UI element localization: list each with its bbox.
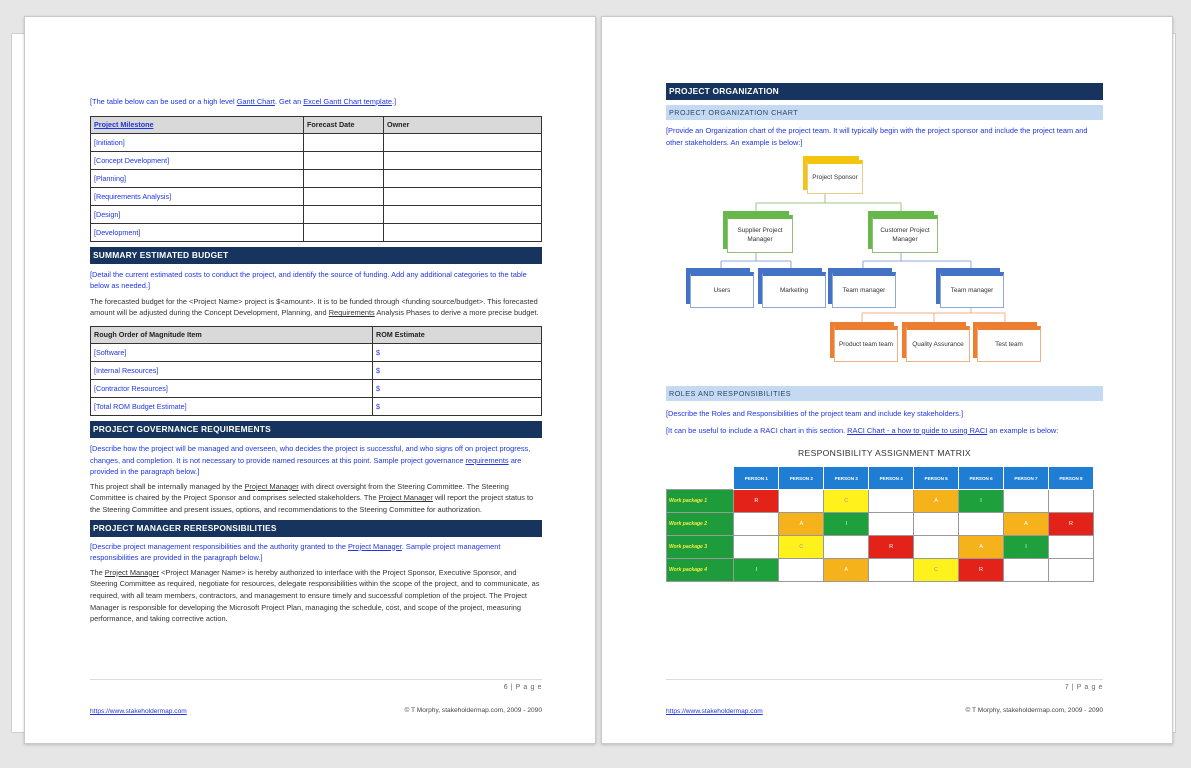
matrix-cell [779,490,824,513]
raci-chart-guide-link[interactable]: RACI Chart - a how to guide to using RACI [847,425,988,435]
org-node-quality-assurance: Quality Assurance [906,326,970,362]
matrix-header-row [667,467,1094,490]
matrix-cell [869,490,914,513]
table-header: Forecast Date [304,116,384,133]
table-row [91,169,542,187]
org-node-team-manager-2: Team manager [940,272,1004,308]
table-row [91,397,542,415]
pm-paragraph-text: The [90,567,105,577]
table-row [91,133,542,151]
matrix-person-header: PERSON 1 [734,467,779,490]
table-cell [384,169,542,187]
gantt-intro-text: .] [391,97,397,106]
excel-gantt-template-link[interactable]: Excel Gantt Chart template [303,97,392,106]
table-header-row [91,116,542,133]
matrix-cell: A [824,559,869,582]
table-cell: $ [373,361,542,379]
governance-instruction-text: [Describe how the project will be managed and overseen, who decides the project is successful, and who signs off on project progress, changes, and completion. It is not necessary to provide named resources at this point. Sample project governance [90,443,531,465]
footer-url-link[interactable]: https://www.stakeholdermap.com [90,708,187,715]
raci-intro-text: [It can be useful to include a RACI chart in this section. [666,425,848,435]
matrix-cell: C [914,559,959,582]
budget-paragraph-text: The forecasted budget for the <Project Name> project is $<amount>. It is to be funded through <funding source/budget>. This forecasted amount will be adjusted during the Concept Development, Planning, and [90,296,538,318]
org-node-test-team: Test team [977,326,1041,362]
matrix-cell [914,513,959,536]
org-chart [666,156,1103,376]
table-cell [384,205,542,223]
org-node-project-sponsor: Project Sponsor [807,160,863,194]
matrix-cell: A [914,490,959,513]
matrix-cell [734,513,779,536]
table-cell: [Requirements Analysis] [91,187,304,205]
pm-paragraph-text: <Project Manager Name> is hereby authorized to interface with the Project Sponsor, Executive Sponsor, and Steering Committee as required, negotiate for resources, delegate responsibilities within the scope of the project, and to communicate, as required, with all team members, contractors, and management to ensure timely and successful completion of the project. The Project Manager is responsible for developing the Microsoft Project Plan, managing the schedule, cost, and scope of the project, measuring performance, and taking corrective action. [90,567,540,624]
requirements-link[interactable]: requirements [465,455,509,465]
matrix-cell [869,559,914,582]
table-cell: [Contractor Resources] [91,379,373,397]
table-cell [304,187,384,205]
table-row [91,187,542,205]
matrix-person-header: PERSON 4 [869,467,914,490]
budget-instruction: [Detail the current estimated costs to conduct the project, and identify the source of funding. Add any additional categories to the table below as needed.] [90,269,527,291]
org-node-product-team: Product team team [834,326,898,362]
matrix-cell: I [959,490,1004,513]
matrix-person-header: PERSON 7 [1004,467,1049,490]
table-cell: [Initiation] [91,133,304,151]
table-cell: $ [373,379,542,397]
matrix-cell [779,559,824,582]
matrix-cell: R [734,490,779,513]
footer-copyright: © T Morphy, stakeholdermap.com, 2009 - 2090 [965,707,1103,714]
matrix-cell [734,536,779,559]
matrix-person-header: PERSON 8 [1048,467,1093,490]
table-row [91,379,542,397]
budget-paragraph-text: Analysis Phases to derive a more precise budget. [374,308,539,318]
org-node-supplier-pm: Supplier Project Manager [727,215,793,253]
project-manager-link[interactable]: Project Manager [104,567,160,577]
document-page-7 [601,16,1173,744]
work-package-label: Work package 1 [667,490,734,513]
matrix-cell [1048,536,1093,559]
matrix-cell: R [869,536,914,559]
table-header: ROM Estimate [373,326,542,343]
table-cell [384,187,542,205]
raci-intro [666,425,1103,437]
page-footer [666,679,1103,715]
matrix-title: RESPONSIBILITY ASSIGNMENT MATRIX [798,448,971,459]
section-heading-budget: SUMMARY ESTIMATED BUDGET [90,247,542,264]
matrix-cell [1004,559,1049,582]
table-cell: [Design] [91,205,304,223]
org-node-customer-pm: Customer Project Manager [872,215,938,253]
table-row [91,223,542,241]
section-heading-pm: PROJECT MANAGER RERESPONSIBILITIES [90,520,542,537]
matrix-cell: R [959,559,1004,582]
page-number: 7 | P a g e [1064,684,1103,691]
table-cell [384,133,542,151]
table-header-row [91,326,542,343]
pm-instruction-text: . Sample project management responsibilities are provided in the paragraph below.] [90,541,501,563]
gantt-intro-text: [The table below can be used or a high level [90,97,237,106]
table-cell [304,133,384,151]
project-manager-link[interactable]: Project Manager [348,541,402,551]
budget-paragraph [90,296,542,319]
matrix-person-header: PERSON 6 [959,467,1004,490]
matrix-cell [1004,490,1049,513]
matrix-cell [914,536,959,559]
work-package-label: Work package 2 [667,513,734,536]
pm-instruction-text: [Describe project management responsibilities and the authority granted to the [90,541,348,551]
section-heading-governance: PROJECT GOVERNANCE REQUIREMENTS [90,421,542,438]
matrix-row [667,490,1094,513]
matrix-cell [959,513,1004,536]
page-footer [90,679,542,715]
matrix-row [667,513,1094,536]
governance-paragraph-text: will report the project status to the Steering Committee and present issues, options, and recommendations to the Steering Committee for authorization. [90,493,534,514]
budget-table [90,326,542,416]
project-milestone-link[interactable]: Project Milestone [94,120,154,130]
gantt-intro-text: . Get an [274,97,304,106]
table-cell: [Planning] [91,169,304,187]
org-node-team-manager-1: Team manager [832,272,896,308]
subheading-org-chart: PROJECT ORGANIZATION CHART [666,105,1103,120]
table-row [91,205,542,223]
gantt-intro [90,96,542,108]
matrix-person-header: PERSON 3 [824,467,869,490]
matrix-cell: A [959,536,1004,559]
table-cell: $ [373,397,542,415]
footer-url-link[interactable]: https://www.stakeholdermap.com [666,708,763,715]
governance-instruction-text: are provided in the paragraph below.] [90,455,522,477]
pm-instruction [90,541,542,564]
table-row [91,343,542,361]
matrix-cell: A [779,513,824,536]
matrix-cell: I [734,559,779,582]
gantt-chart-link[interactable]: Gantt Chart [236,97,275,106]
table-header [91,116,304,133]
table-cell: [Internal Resources] [91,361,373,379]
matrix-row [667,559,1094,582]
org-node-users: Users [690,272,754,308]
work-package-label: Work package 3 [667,536,734,559]
milestone-table [90,116,542,242]
table-cell: [Software] [91,343,373,361]
section-heading-organization: PROJECT ORGANIZATION [666,83,1103,100]
matrix-cell: C [779,536,824,559]
page-number: 6 | P a g e [503,684,542,691]
org-node-marketing: Marketing [762,272,826,308]
org-instruction: [Provide an Organization chart of the project team. It will typically begin with the project sponsor and include the project team and other stakeholders. An example is below:] [666,126,1088,147]
document-page-6 [24,16,596,744]
footer-copyright: © T Morphy, stakeholdermap.com, 2009 - 2090 [404,707,542,714]
governance-paragraph-text: This project shall be internally managed by the [90,481,245,491]
governance-paragraph [90,481,542,516]
table-header: Rough Order of Magnitude Item [91,326,373,343]
table-cell [304,223,384,241]
subheading-roles: ROLES AND RESPONSIBILITIES [666,386,1103,401]
table-row [91,361,542,379]
matrix-corner [667,467,734,490]
matrix-cell: I [824,513,869,536]
roles-instruction: [Describe the Roles and Responsibilities of the project team and include key stakeholders.] [666,409,964,419]
matrix-person-header: PERSON 5 [914,467,959,490]
matrix-cell: A [1004,513,1049,536]
matrix-cell: C [824,490,869,513]
table-cell [304,151,384,169]
matrix-row [667,536,1094,559]
governance-paragraph-text: with direct oversight from the Steering Committee. The Steering Committee is chaired by the Project Sponsor and comprises selected stakeholders. The [90,481,509,503]
table-cell [384,151,542,169]
matrix-cell [869,513,914,536]
table-cell: $ [373,343,542,361]
table-cell: [Concept Development] [91,151,304,169]
pm-paragraph [90,567,542,625]
project-manager-link[interactable]: Project Manager [244,481,299,491]
table-cell [304,205,384,223]
matrix-person-header: PERSON 2 [779,467,824,490]
matrix-cell: I [1004,536,1049,559]
responsibility-matrix [666,466,1094,582]
table-cell [384,223,542,241]
governance-instruction [90,443,542,478]
requirements-link[interactable]: Requirements [328,308,375,318]
matrix-cell: R [1048,513,1093,536]
matrix-cell [1048,490,1093,513]
table-cell: [Total ROM Budget Estimate] [91,397,373,415]
table-row [91,151,542,169]
project-manager-link[interactable]: Project Manager [378,493,433,503]
table-header: Owner [384,116,542,133]
matrix-cell [1048,559,1093,582]
matrix-cell [824,536,869,559]
work-package-label: Work package 4 [667,559,734,582]
raci-intro-text: an example is below: [987,425,1059,435]
table-cell [304,169,384,187]
table-cell: [Development] [91,223,304,241]
